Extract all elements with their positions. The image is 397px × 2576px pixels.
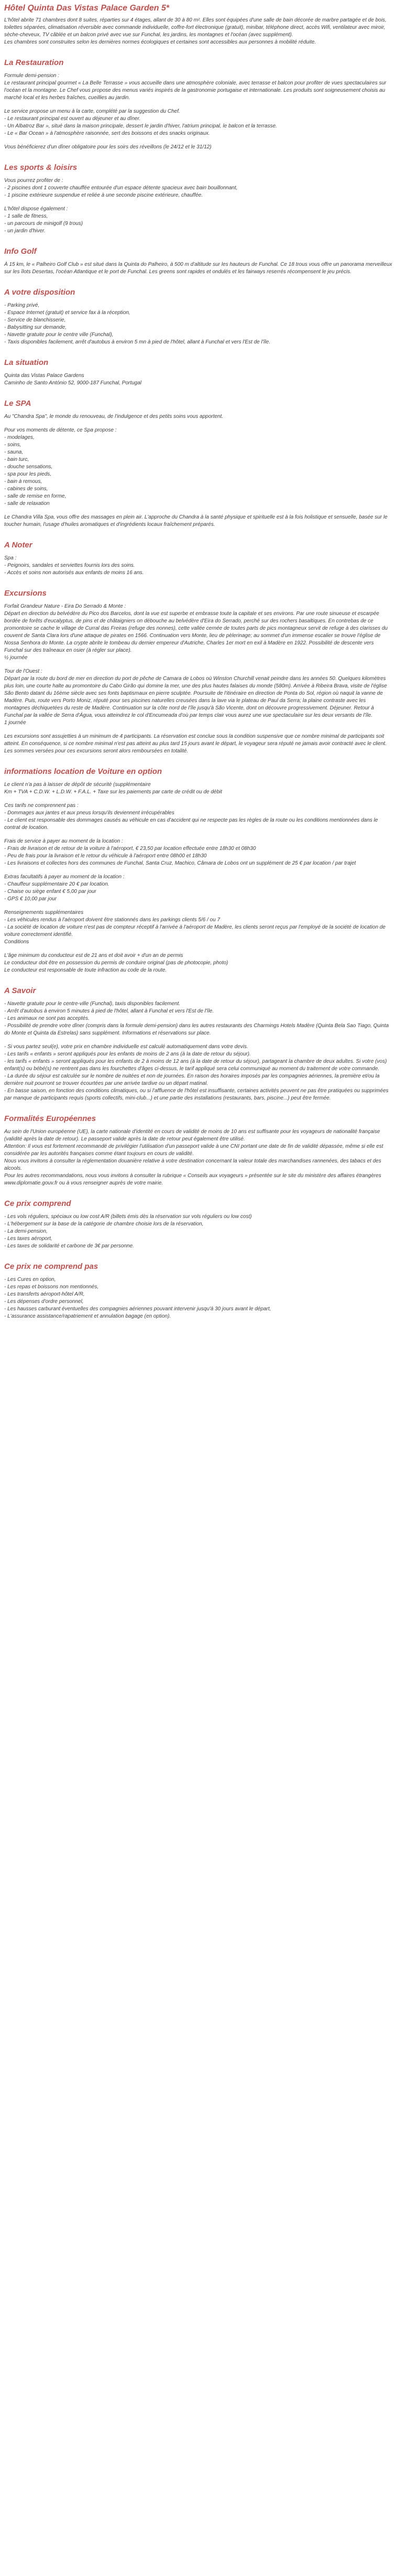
hotel-intro bbox=[4, 17, 393, 46]
text-line: - soins, bbox=[4, 442, 21, 448]
text-line: - La société de location de voiture n'est pas de compteur réceptif à l'arrivée à l'aéroport de Madère, les clients seront reçus par l'employé de la société de location de voiture correctement identifié. bbox=[4, 924, 386, 937]
section-heading: A Noter bbox=[4, 541, 32, 549]
text-line: - Les vols réguliers, spéciaux ou low cost A/R (billets émis dès la réservation sur vols réguliers ou low cost) bbox=[4, 1214, 252, 1220]
text-line: - Accès et soins non autorisés aux enfants de moins 16 ans. bbox=[4, 570, 144, 576]
text-line: Le service propose un menu à la carte, complété par la suggestion du Chef. bbox=[4, 109, 180, 114]
text-line: - Espace Internet (gratuit) et service fax à la réception, bbox=[4, 310, 130, 316]
text-line: - 1 piscine extérieure suspendue et reliée à une seconde piscine extérieure, chauffée. bbox=[4, 192, 203, 198]
text-line: Le Chandra Villa Spa, vous offre des massages en plein air. L'approche du Chandra à la santé physique et spirituelle est à la fois holistique et sensuelle, basée sur le toucher humain, l'usage d'huiles aromatiques et d'ingrédients locaux fraîchement préparés. bbox=[4, 514, 388, 527]
text-line: Tour de l'Ouest : bbox=[4, 669, 42, 674]
text-line: - En basse saison, en fonction des conditions climatiques, ou si l'affluence de l'hôtel est insuffisante, certaines activités peuvent ne pas être pratiquées ou supprimées par manque de participants requis (sports collectifs, mini-club...) et une partie des installations (restaurants, bars, piscine...) peut être fermée. bbox=[4, 1088, 389, 1101]
text-line: - Navette gratuite pour le centre-ville (Funchal), taxis disponibles facilement. bbox=[4, 1001, 181, 1007]
text-line: 1 journée bbox=[4, 720, 26, 726]
text-line: Les excursions sont assujetties à un minimum de 4 participants. La réservation est conclue sous la condition suspensive que ce nombre minimal de participants soit atteint. En conséquence, si ce nombre minimal n'est pas atteint au plus tard 15 jours avant le départ, le voyageur sera réputé ne jamais avoir contracté avec le client. Les sommes versées pour ces excursions seront alors remboursées en totalité. bbox=[4, 734, 387, 754]
text-block bbox=[4, 838, 393, 867]
text-block bbox=[4, 413, 393, 421]
text-line: Extras facultatifs à payer au moment de la location : bbox=[4, 874, 125, 880]
text-line: - Peu de frais pour la livraison et le retour du véhicule à l'aéroport entre 08h00 et 18h30 bbox=[4, 853, 207, 859]
text-block bbox=[4, 1043, 393, 1102]
section-formalites bbox=[4, 1114, 393, 1187]
text-line: - La demi-pension, bbox=[4, 1228, 48, 1234]
text-line: - un parcours de minigolf (9 trous) bbox=[4, 221, 83, 227]
block-gap bbox=[4, 199, 393, 206]
text-line: Conditions bbox=[4, 939, 29, 945]
section-sports bbox=[4, 163, 393, 235]
text-line: - Taxis disponibles facilement, arrêt d'autobus à environ 5 mn à pied de l'hôtel, allant à Funchal et vers l'Est de l'île. bbox=[4, 339, 271, 345]
text-line: - Navette gratuite pour le centre ville (Funchal), bbox=[4, 332, 114, 338]
text-block bbox=[4, 952, 393, 974]
text-line: - Peignoirs, sandales et serviettes fournis lors des soins. bbox=[4, 563, 135, 568]
text-line: Renseignements supplémentaires bbox=[4, 910, 84, 915]
text-line: Formule demi-pension : bbox=[4, 73, 60, 79]
block-gap bbox=[4, 102, 393, 108]
text-line: Pour vos moments de détente, ce Spa propose : bbox=[4, 427, 117, 433]
text-line: Pour les autres recommandations, nous vous invitons à consulter la rubrique « Conseils aux voyageurs » présentée sur le site du ministère des affaires étrangères www.diplomatie.gouv.fr ou à vous renseigner auprès de votre mairie. bbox=[4, 1173, 381, 1186]
block-gap bbox=[4, 867, 393, 874]
text-line: - Les taxes de solidarité et carbone de 3€ par personne. bbox=[4, 1243, 134, 1249]
text-line: Km + TVA + C.D.W. + L.D.W. + F.A.L. + Taxe sur les paiements par carte de crédit ou de débit bbox=[4, 789, 223, 795]
text-line: - Si vous partez seul(e), votre prix en chambre individuelle est calculé automatiquement dans votre devis. bbox=[4, 1044, 248, 1050]
text-block bbox=[4, 733, 393, 755]
text-line: Vous bénéficierez d'un dîner obligatoire pour les soirs des réveillons (le 24/12 et le 31/12) bbox=[4, 144, 212, 150]
text-line: - Service de blanchisserie, bbox=[4, 317, 66, 323]
section-heading: La situation bbox=[4, 358, 49, 367]
text-block bbox=[4, 427, 393, 508]
text-block bbox=[4, 668, 393, 727]
block-gap bbox=[4, 137, 393, 144]
text-line: - Les repas et boissons non mentionnés, bbox=[4, 1284, 99, 1290]
text-line: Le client n'a pas à laisser de dépôt de sécurité (supplémentaire bbox=[4, 782, 151, 788]
section-situation bbox=[4, 358, 393, 387]
text-line: Vous pourrez profiter de : bbox=[4, 178, 63, 184]
text-line: Au "Chandra Spa", le monde du renouveau, de l'indulgence et des petits soins vous apportent. bbox=[4, 414, 224, 419]
text-line: - sauna, bbox=[4, 449, 24, 455]
text-line: Le restaurant principal gourmet « La Belle Terrasse » vous accueille dans une atmosphère coloniale, avec terrasse et balcon pour profiter de vues spectaculaires sur l'océan et la montagne. Le Chef vous propose des menus variés inspirés de la gastronomie portugaise et internationale. Les produits sont soigneusement choisis au marché local et les herbes fraîches, cueillies au jardin. bbox=[4, 80, 387, 101]
section-heading: Les sports & loisirs bbox=[4, 163, 78, 172]
section-heading: La Restauration bbox=[4, 58, 64, 67]
text-block bbox=[4, 909, 393, 946]
text-line: Attention: Il vous est fortement recommandé de privilégier l'utilisation d'un passeport valide à une CNI portant une date de fin de validité dépassée, même si elle est considérée par les autorités françaises comme étant toujours en cours de validité. bbox=[4, 1144, 383, 1157]
text-line: Départ par la route du bord de mer en direction du port de pêche de Camara de Lobos où Winston Churchill venait peindre dans les années 50. Quelques kilomètres plus loin, une courte halte au promontoire du Cabo Girão qui domine la mer, une des plus hautes falaises du monde (580m). Arrivée à Ribeira Brava, visite de l'église São Bento datant du 16ème siècle avec ses fonts baptismaux en pierre sculptée. Poursuite de l'itinéraire en direction de Ponta do Sol, région où naquit la vanne de Madère. Puis, route vers Porto Moniz, réputé pour ses piscines naturelles creusées dans la lave via le plateau de Paul da Serra; la plaine contraste avec les montagnes déchiquetées du reste de Madère. Continuation sur la côte nord de l'île jusqu'à São Vicente, dont on découvre progressivement. Déjeuner. Retour à Funchal par la vallée de Serra d'Água, vous atteindrez le col d'Encumeada d'où par temps clair vous aurez une vue spectaculaire sur les deux versants de l'île. bbox=[4, 676, 387, 718]
section-anoter bbox=[4, 540, 393, 577]
section-heading: A Savoir bbox=[4, 986, 36, 995]
text-block bbox=[4, 555, 393, 577]
text-line: L'hôtel dispose également : bbox=[4, 206, 68, 212]
section-heading: A votre disposition bbox=[4, 288, 75, 297]
text-line: Spa : bbox=[4, 555, 17, 561]
text-line: - Les hausses carburant éventuelles des compagnies aériennes pouvant intervenir jusqu'à 30 jours avant le départ, bbox=[4, 1306, 271, 1312]
text-line: - Un Albatroz Bar », situé dans la maison principale, dessert le jardin d'hiver, l'atrium principal, le balcon et la terrasse. bbox=[4, 123, 277, 129]
text-line: Le conducteur est responsable de toute infraction au code de la route. bbox=[4, 967, 167, 973]
section-prixnecomprend bbox=[4, 1262, 393, 1320]
block-gap bbox=[4, 946, 393, 952]
block-gap bbox=[4, 508, 393, 514]
text-line: - Chaise ou siège enfant € 5,00 par jour bbox=[4, 889, 96, 894]
text-line: Au sein de l'Union européenne (UE), la carte nationale d'identité en cours de validité de moins de 10 ans est suffisante pour les voyageurs de nationalité française (validité après la date de retour). Le passeport valide après la date de retour peut également être utilisé. bbox=[4, 1129, 380, 1142]
text-line: - douche sensations, bbox=[4, 464, 53, 470]
text-line: - Le « Bar Ocean » à l'atmosphère raisonnée, sert des boissons et des snacks originaux. bbox=[4, 131, 210, 136]
text-line: Caminho de Santo António 52, 9000-187 Funchal, Portugal bbox=[4, 380, 142, 386]
text-line: - 2 piscines dont 1 couverte chauffée entourée d'un espace détente spacieux avec bain bouillonnant, bbox=[4, 185, 238, 191]
text-line: - modelages, bbox=[4, 435, 35, 440]
page-title: Hôtel Quinta Das Vistas Palace Garden 5* bbox=[4, 4, 170, 13]
text-line: Frais de service à payer au moment de la location : bbox=[4, 838, 123, 844]
content-sections bbox=[4, 58, 393, 1320]
section-excursions bbox=[4, 588, 393, 755]
text-block bbox=[4, 514, 393, 529]
text-line: - Frais de livraison et de retour de la voiture à l'aéroport, € 23,50 par location effectuée entre 18h30 et 08h30 bbox=[4, 846, 256, 852]
section-heading: Formalités Européennes bbox=[4, 1114, 96, 1123]
text-line: ½ journée bbox=[4, 655, 28, 661]
text-line: - 1 salle de fitness, bbox=[4, 213, 48, 219]
text-line: Départ en direction du belvédère du Pico dos Barcelos, dont la vue est superbe et embrasse toute la capitale et ses environs. Par une route sinueuse et escarpée bordée de forêts d'eucalyptus, de pins et de châtaigniers on débouche au belvédère d'Eira do Serrado, perché sur des rochers basaltiques. En contrebas de ce promontoire se cache le village de Curral das Freiras (refuge des nonnes), cette vallée cernée de toutes parts de pics montagneux servit de refuge à des clarisses du couvent de Santa Clara lors d'une attaque de pirates en 1566. Continuation vers Monte, lieu de pèlerinage; au sommet d'un immense escalier se trouve l'église de Nossa Senhora do Monte. La crypte abrite le tombeau du dernier empereur d'Autriche, Charles 1er mort en exil à Madère en 1922. Possibilité de descente vers Funchal sur des traîneaux en osier (à régler sur place). bbox=[4, 611, 388, 653]
text-line: - L'hébergement sur la base de la catégorie de chambre choisie lors de la réservation, bbox=[4, 1221, 204, 1227]
text-line: - Arrêt d'autobus à environ 5 minutes à pied de l'hôtel, allant à Funchal et vers l'Est de l'île. bbox=[4, 1008, 214, 1014]
block-gap bbox=[4, 796, 393, 802]
section-prixcomprend bbox=[4, 1199, 393, 1250]
section-location bbox=[4, 767, 393, 974]
text-line: - L'assurance assistance/rapatriement et annulation bagage (en option). bbox=[4, 1313, 171, 1319]
section-heading: Excursions bbox=[4, 589, 47, 598]
text-line: - Les Cures en option, bbox=[4, 1277, 56, 1282]
text-block bbox=[4, 72, 393, 102]
text-block bbox=[4, 1276, 393, 1320]
text-line: - Les véhicules rendus à l'aéroport doivent être stationnés dans les parkings clients 5/6 / ou 7 bbox=[4, 917, 220, 923]
text-block bbox=[4, 108, 393, 137]
text-line: Le conducteur doit être en possession du permis de conduire original (pas de photocopie, photo) bbox=[4, 960, 228, 966]
text-line: - La durée du séjour est calculée sur le nombre de nuitées et non de journées. En raison des horaires imposés par les compagnies aériennes, la première et/ou la dernière nuit pourront se trouver écourtées par une arrivée tardive ou un départ matinal. bbox=[4, 1073, 380, 1086]
block-gap bbox=[4, 1037, 393, 1043]
text-block bbox=[4, 261, 393, 276]
text-line: - Les taxes aéroport, bbox=[4, 1236, 52, 1242]
text-line: - Possibilité de prendre votre dîner (compris dans la formule demi-pension) dans les autres restaurants des Charmings Hotels Madère (Quinta Bela Sao Tiago, Quinta do Monte et Quinta da Estrelas) sans supplément. Informations et réservations sur place. bbox=[4, 1023, 389, 1036]
section-restauration bbox=[4, 58, 393, 151]
text-block bbox=[4, 302, 393, 346]
block-gap bbox=[4, 662, 393, 668]
block-gap bbox=[4, 832, 393, 838]
intro-paragraph: Les chambres sont construites selon les dernières normes écologiques et certaines sont accessibles aux personnes à mobilité réduite. bbox=[4, 39, 316, 45]
text-line: - cabines de soins, bbox=[4, 486, 48, 492]
text-line: - Babysitting sur demande, bbox=[4, 325, 67, 330]
text-line: À 15 km, le « Palheiro Golf Club » est situé dans la Quinta do Palheiro, à 500 m d'altitude sur les hauteurs de Funchal. Ce 18 trous vous offre un panorama merveilleux sur les îlots Desertas, l'océan Atlantique et le port de Funchal. Les greens sont rapides et ondulés et les fairways reserrés récompensent le jeu précis. bbox=[4, 262, 392, 275]
text-block bbox=[4, 1213, 393, 1250]
text-line: - Le client est responsable des dommages causés au véhicule en cas d'accident qui ne respecte pas les règles de la route ou les conditions mentionnées dans le contrat de location. bbox=[4, 817, 378, 831]
text-block bbox=[4, 1000, 393, 1037]
text-line: - un jardin d'hiver. bbox=[4, 228, 46, 234]
text-block bbox=[4, 1128, 393, 1187]
text-line: - GPS € 10,00 par jour bbox=[4, 896, 57, 902]
text-line: - Les tarifs « enfants » seront appliqués pour les enfants de moins de 2 ans (à la date de retour du séjour). bbox=[4, 1051, 251, 1057]
text-line: Quinta das Vistas Palace Gardens bbox=[4, 373, 84, 379]
text-line: - Chauffeur supplémentaire 20 € par location. bbox=[4, 881, 109, 887]
text-line: - Dommages aux jantes et aux pneus lorsqu'ils deviennent irrécupérables bbox=[4, 810, 174, 816]
text-line: - Le restaurant principal est ouvert au déjeuner et au dîner. bbox=[4, 116, 141, 122]
intro-paragraph: L'hôtel abrite 71 chambres dont 8 suites, réparties sur 4 étages, allant de 30 à 80 m². Elles sont équipées d'une salle de bain décorée de marbre partagée et de bois, toilettes séparées, climatisation réversible avec commande individuelle, coffre-fort électronique (gratuit), minibar, téléphone direct, accès Wifi, ventilateur avec miroir, sèche-cheveux, TV câblée et un balcon privé avec vue sur Funchal, les jardins, les montagnes et l'océan (avec supplément). bbox=[4, 17, 387, 38]
block-gap bbox=[4, 903, 393, 909]
section-spa bbox=[4, 398, 393, 529]
block-gap bbox=[4, 421, 393, 427]
text-line: - Parking privé, bbox=[4, 303, 40, 308]
text-block bbox=[4, 874, 393, 903]
text-line: L'âge minimum du conducteur est de 21 ans et doit avoir + d'un an de permis bbox=[4, 953, 183, 958]
text-line: Forfait Grandeur Nature - Eira Do Serrado & Monte : bbox=[4, 603, 126, 609]
text-block bbox=[4, 781, 393, 796]
section-heading: informations location de Voiture en option bbox=[4, 767, 162, 776]
section-heading: Ce prix ne comprend pas bbox=[4, 1262, 98, 1271]
section-heading: Ce prix comprend bbox=[4, 1199, 71, 1208]
text-block bbox=[4, 802, 393, 832]
text-block bbox=[4, 177, 393, 199]
section-heading: Le SPA bbox=[4, 399, 31, 408]
text-line: - Les livraisons et collectes hors des communes de Funchal, Santa Cruz, Machico, Câmara de Lobos ont un supplément de 25 € par location / par trajet bbox=[4, 860, 356, 866]
text-block bbox=[4, 372, 393, 387]
text-block bbox=[4, 144, 393, 151]
text-line: - salle de remise en forme, bbox=[4, 493, 67, 499]
text-line: Nous vous invitons à consulter la réglementation douanière relative à votre destination concernant la valeur totale des marchandises rannenées, des tabacs et des alcools. bbox=[4, 1158, 381, 1171]
text-line: Ces tarifs ne comprennent pas : bbox=[4, 803, 79, 809]
text-block bbox=[4, 603, 393, 662]
section-golf bbox=[4, 246, 393, 276]
text-block bbox=[4, 206, 393, 235]
block-gap bbox=[4, 727, 393, 733]
text-line: - salle de relaxation bbox=[4, 501, 50, 506]
text-line: - bain à remous, bbox=[4, 479, 42, 484]
text-line: - les tarifs « enfants » seront appliqués pour les enfants de 2 à moins de 12 ans (à la date de retour du séjour), partageant la chambre de deux adultes. Si votre (vos) enfant(s) ou bébé(s) ne rentrent pas dans les fourchettes d'âges ci-dessus, le tarif appliqué sera celui communiqué au moment du traitement de votre commande. bbox=[4, 1059, 387, 1072]
text-line: - bain turc, bbox=[4, 457, 29, 462]
text-line: - Les animaux ne sont pas acceptés. bbox=[4, 1016, 90, 1021]
section-heading: Info Golf bbox=[4, 247, 37, 256]
section-savoir bbox=[4, 986, 393, 1102]
text-line: - spa pour les pieds, bbox=[4, 471, 52, 477]
text-line: - Les dépenses d'ordre personnel, bbox=[4, 1299, 84, 1305]
text-line: - Les transferts aéroport-hôtel A/R, bbox=[4, 1291, 85, 1297]
section-disposition bbox=[4, 287, 393, 346]
